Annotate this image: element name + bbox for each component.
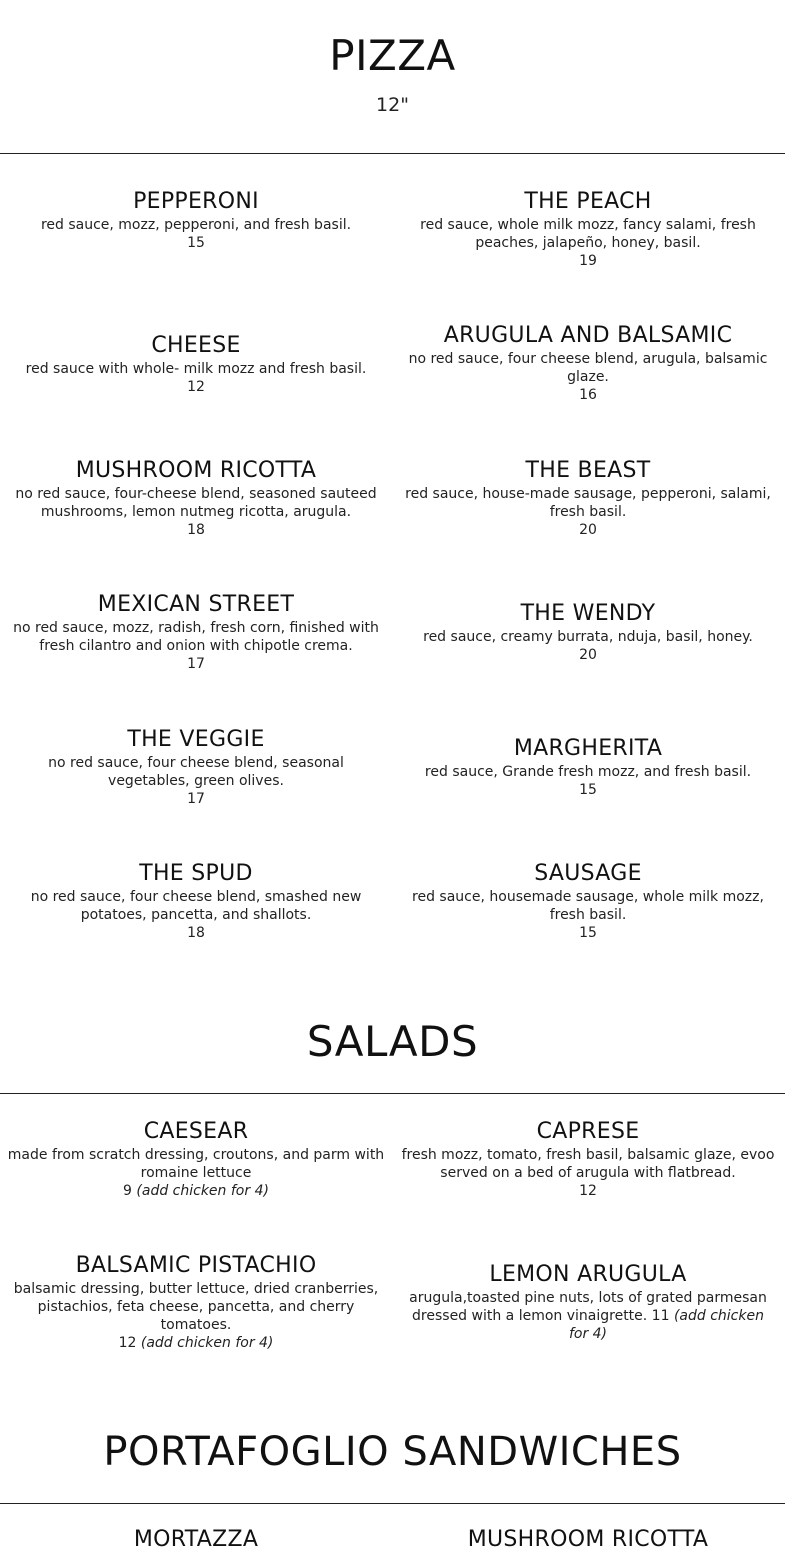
sandwiches-divider <box>0 1503 785 1504</box>
item-name: CAESEAR <box>143 1119 249 1144</box>
item-name: SAUSAGE <box>534 861 642 886</box>
item-description: red sauce with whole- milk mozz and fresh basil. <box>25 361 367 377</box>
item-description: red sauce, creamy burrata, nduja, basil, honey. <box>423 629 753 645</box>
item-price: 17 <box>187 656 205 672</box>
item-name: THE SPUD <box>139 861 253 886</box>
item-name: BALSAMIC PISTACHIO <box>75 1253 317 1278</box>
menu-item <box>398 323 778 404</box>
item-addon-note: (add chicken for 4) <box>568 1308 764 1342</box>
menu-item <box>6 1119 386 1200</box>
item-name: THE WENDY <box>520 601 656 626</box>
item-price <box>6 1334 386 1352</box>
item-name: THE BEAST <box>525 458 651 483</box>
item-description: red sauce, house-made sausage, pepperoni, salami, fresh basil. <box>405 486 771 520</box>
item-description: no red sauce, mozz, radish, fresh corn, finished with fresh cilantro and onion with chipotle crema. <box>13 620 379 654</box>
item-price: 20 <box>579 647 597 663</box>
item-description: red sauce, housemade sausage, whole milk mozz, fresh basil. <box>412 889 764 923</box>
item-name: MUSHROOM RICOTTA <box>75 458 317 483</box>
item-description: red sauce, mozz, pepperoni, and fresh basil. <box>40 217 352 233</box>
item-price-value: 12 <box>118 1335 137 1351</box>
menu-item <box>6 861 386 942</box>
menu-item <box>6 1253 386 1352</box>
item-price-value: 9 <box>123 1183 132 1199</box>
menu-item <box>6 592 386 673</box>
menu-item <box>398 1527 778 1553</box>
item-description: no red sauce, four-cheese blend, seasoned sauteed mushrooms, lemon nutmeg ricotta, arugula. <box>15 486 377 520</box>
item-price: 12 <box>579 1183 597 1199</box>
pizza-section-title: PIZZA <box>329 31 456 80</box>
item-price: 20 <box>579 522 597 538</box>
item-description-text: arugula,toasted pine nuts, lots of grated parmesan dressed with a lemon vinaigrette. 11 <box>409 1290 767 1324</box>
menu-item <box>398 458 778 539</box>
item-price: 12 <box>187 379 205 395</box>
menu-item <box>398 736 778 799</box>
menu-item <box>6 189 386 252</box>
item-description: no red sauce, four cheese blend, arugula, balsamic glaze. <box>408 351 768 385</box>
menu-item <box>408 1262 768 1343</box>
item-price: 18 <box>187 522 205 538</box>
item-name: CAPRESE <box>536 1119 640 1144</box>
item-description: no red sauce, four cheese blend, smashed new potatoes, pancetta, and shallots. <box>30 889 362 923</box>
pizza-divider <box>0 153 785 154</box>
item-name: ARUGULA AND BALSAMIC <box>443 323 733 348</box>
item-name: THE PEACH <box>524 189 652 214</box>
item-price: 18 <box>187 925 205 941</box>
item-price: 15 <box>187 235 205 251</box>
item-name: MORTAZZA <box>133 1527 259 1552</box>
menu-item <box>6 1527 386 1553</box>
item-addon-note: (add chicken for 4) <box>140 1335 274 1351</box>
item-price: 19 <box>579 253 597 269</box>
pizza-size-label: 12" <box>376 94 409 116</box>
item-description: red sauce, Grande fresh mozz, and fresh basil. <box>424 764 752 780</box>
menu-item <box>398 189 778 270</box>
item-price: 15 <box>579 782 597 798</box>
menu-item <box>6 727 386 808</box>
salads-section-title: SALADS <box>306 1017 479 1066</box>
item-name: PEPPERONI <box>133 189 259 214</box>
item-name: MARGHERITA <box>513 736 663 761</box>
menu-item <box>398 861 778 942</box>
menu-item <box>398 1119 778 1200</box>
item-name: MEXICAN STREET <box>97 592 295 617</box>
item-description: made from scratch dressing, croutons, and parm with romaine lettuce <box>7 1147 385 1181</box>
item-addon-note: (add chicken for 4) <box>136 1183 269 1199</box>
item-price: 17 <box>187 791 205 807</box>
item-description: fresh mozz, tomato, fresh basil, balsamic glaze, evoo served on a bed of arugula with flatbread. <box>401 1147 775 1181</box>
item-price <box>6 1182 386 1200</box>
item-name: MUSHROOM RICOTTA <box>467 1527 709 1552</box>
item-name: LEMON ARUGULA <box>489 1262 687 1287</box>
item-description: balsamic dressing, butter lettuce, dried cranberries, pistachios, feta cheese, pancetta, and cherry tomatoes. <box>13 1281 379 1333</box>
item-description <box>408 1289 768 1343</box>
item-price: 16 <box>579 387 597 403</box>
salads-divider <box>0 1093 785 1094</box>
item-price: 15 <box>579 925 597 941</box>
menu-item <box>6 333 386 396</box>
item-name: CHEESE <box>151 333 241 358</box>
item-description: no red sauce, four cheese blend, seasonal vegetables, green olives. <box>48 755 344 789</box>
menu-item <box>398 601 778 664</box>
sandwiches-section-title: PORTAFOGLIO SANDWICHES <box>103 1429 682 1475</box>
item-name: THE VEGGIE <box>127 727 265 752</box>
menu-item <box>6 458 386 539</box>
item-description: red sauce, whole milk mozz, fancy salami, fresh peaches, jalapeño, honey, basil. <box>420 217 756 251</box>
